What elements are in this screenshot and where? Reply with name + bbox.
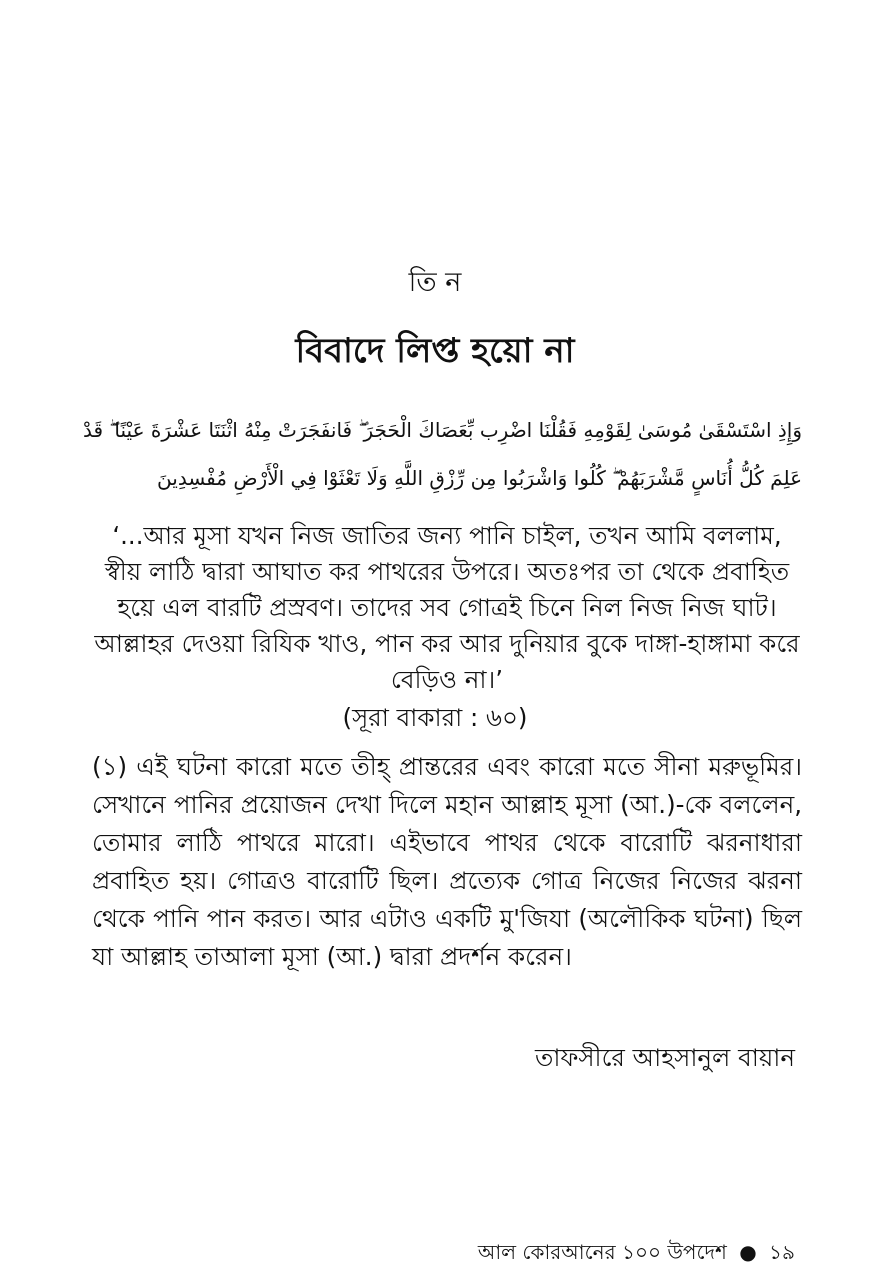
footnote-paragraph: (১) এই ঘটনা কারো মতে তীহ্ প্রান্তরের এবং কারো মতে সীনা মরুভূমির। সেখানে পানির প্রয়োজন দেখা দিলে মহান আল্লাহ মূসা (আ.)-কে বললেন, তোমার লাঠি পাথরে মারো। এইভাবে পাথর থেকে বারোটি ঝরনাধারা প্রবাহিত হয়। গোত্রও বারোটি ছিল। প্রত্যেক গোত্র নিজের নিজের ঝরনা থেকে পানি পান করত। আর এটাও একটি মু'জিযা (অলৌকিক ঘটনা) ছিল যা আল্লাহ তাআলা মূসা (আ.) দ্বারা প্রদর্শন করেন। (92, 752, 802, 971)
verse-translation: ‘...আর মূসা যখন নিজ জাতির জন্য পানি চাইল, তখন আমি বললাম, স্বীয় লাঠি দ্বারা আঘাত কর পাথরের উপরে। অতঃপর তা থেকে প্রবাহিত হয়ে এল বারটি প্রস্রবণ। তাদের সব গোত্রই চিনে নিল নিজ নিজ ঘাট। আল্লাহর দেওয়া রিযিক খাও, পান কর আর দুনিয়ার বুকে দাঙ্গা-হাঙ্গামা করে বেড়িও না।’ (94, 521, 800, 694)
arabic-verse-line-1: وَإِذِ اسْتَسْقَىٰ مُوسَىٰ لِقَوْمِهِ فَقُلْنَا اضْرِب بِّعَصَاكَ الْحَجَرَ ۖ فَانفَجَرَتْ مِنْهُ اثْنَتَا عَشْرَةَ عَيْنًا ۖ قَدْ (83, 418, 802, 442)
arabic-verse-line-2: عَلِمَ كُلُّ أُنَاسٍ مَّشْرَبَهُمْ ۖ كُلُوا وَاشْرَبُوا مِن رِّزْقِ اللَّهِ وَلَا تَعْثَوْا فِي الْأَرْضِ مُفْسِدِينَ (157, 466, 802, 490)
footer-book-title: আল কোরআনের ১০০ উপদেশ (477, 1240, 727, 1264)
chapter-number: তি ন (408, 267, 462, 298)
footer-bullet: ● (739, 1240, 757, 1264)
verse-reference: (সূরা বাকারা : ৬০) (342, 703, 528, 732)
tafsir-source: তাফসীরে আহসানুল বায়ান (534, 1043, 795, 1072)
page-footer (478, 1238, 795, 1271)
chapter-title: বিবাদে লিপ্ত হয়ো না (295, 331, 575, 371)
page-number: ১৯ (769, 1240, 795, 1264)
